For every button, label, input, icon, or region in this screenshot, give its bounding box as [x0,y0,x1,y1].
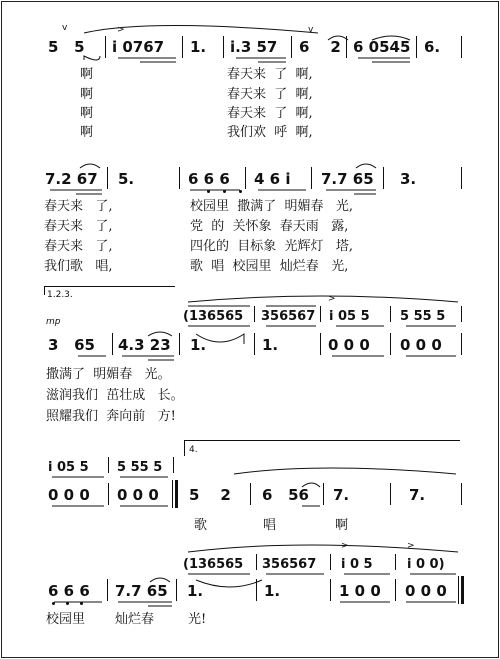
slur [302,483,320,487]
accent-mark: > [328,294,336,304]
accent-mark: > [407,541,415,551]
accent-mark: > [117,25,125,35]
tie [196,334,244,344]
lyric-verse-2: 春天来 了 啊, [227,87,313,102]
lyric: 校园里 [46,612,86,627]
lyric-verse-1: 春天来 了, [44,199,113,214]
measure-2-notes: i 0767 [112,38,165,56]
measure-6-notes: 0 0 0 [400,336,442,354]
lyric-verse-2: 春天来 了, [44,219,113,234]
lyric-verse-1: 啊 [80,67,94,82]
upper-measure-1: (136565 [183,309,244,324]
measure-1-notes: 6 6 6 [48,582,90,600]
upper-measure-2: 356567 [262,557,317,572]
measure-5-notes: 7.7 65 [321,170,374,188]
measure-3-notes: 5 2 [189,486,231,504]
measure-3-notes: 1. [190,38,207,56]
volta-label: 1.2.3. [47,290,73,300]
volta-label: 4. [189,445,198,455]
upper-measure-1: i 05 5 [48,460,89,475]
lyric: 灿烂春 [115,612,155,627]
lyric-verse-2: 党 的 关怀象 春天雨 露, [190,219,349,234]
slur [150,578,170,582]
upper-measure-1: (136565 [183,557,244,572]
measure-7-notes: 6. [424,38,441,56]
upper-measure-4: 5 55 5 [400,309,446,324]
measure-2-notes: 4.3 23 [118,336,171,354]
measure-1-notes: 0 0 0 [48,486,90,504]
measure-2-notes: 5. [118,170,135,188]
breath-mark: v [308,25,314,35]
measure-1-notes: 3 65 [48,336,95,354]
upper-measure-2: 356567 [261,309,316,324]
measure-4-notes: 1. [264,582,281,600]
tie [196,580,262,587]
slur [372,36,410,40]
lyric: 光! [188,612,207,627]
measure-4-notes: 4 6 i [254,170,291,188]
measure-2-notes: 0 0 0 [117,486,159,504]
slur [148,332,172,336]
measure-5-notes: 6 2 [299,38,341,56]
upper-measure-3: i 0 5 [341,557,373,572]
lyric-verse-1: 校园里 撒满了 明媚春 光, [190,199,354,214]
lyric-verse-2: 滋润我们 茁壮成 长。 [46,388,184,403]
lyric-verse-3: 春天来 了, [44,239,113,254]
tie [84,56,100,60]
upper-measure-3: i 05 5 [329,309,370,324]
lyric-verse-3: 四化的 目标象 光辉灯 塔, [190,239,354,254]
slur [188,296,458,302]
lyric: 啊 [335,518,349,533]
slur [188,545,458,552]
lyric-verse-2: 啊 [80,87,94,102]
measure-6-notes: 7. [409,486,426,504]
measure-4-notes: 1. [262,336,279,354]
measure-6-notes: 3. [400,170,417,188]
lyric: 歌 [194,518,208,533]
lyric-verse-1: 春天来 了 啊, [227,67,313,82]
measure-5-notes: 0 0 0 [328,336,370,354]
measure-4-notes: 6 56 [262,486,309,504]
upper-measure-4: i 0 0) [407,557,445,572]
lyric-verse-3: 春天来 了 啊, [227,106,313,121]
lyric-verse-4: 我们歌 唱, [44,259,113,274]
dynamic-mark: mp [46,317,61,327]
measure-5-notes: 1 0 0 [339,582,381,600]
slur [234,468,456,474]
slur [328,36,348,40]
measure-1-notes: 7.2 67 [45,170,98,188]
upper-measure-2: 5 55 5 [117,460,163,475]
measure-6-notes: 6 0545 [353,38,411,56]
lyric-verse-4: 歌 唱 校园里 灿烂春 光, [190,259,349,274]
slur [80,164,100,168]
measure-2-notes: 7.7 65 [115,582,168,600]
slur [356,164,376,168]
measure-6-notes: 0 0 0 [405,582,447,600]
measure-4-notes: i.3 57 [230,38,278,56]
lyric-verse-4: 我们欢 呼 啊, [227,125,313,140]
lyric-verse-3: 啊 [80,106,94,121]
measure-5-notes: 7. [333,486,350,504]
lyric-verse-4: 啊 [80,125,94,140]
measure-1-notes: 5 5 [48,38,85,56]
measure-3-notes: 1. [190,336,207,354]
lyric-verse-3: 照耀我们 奔向前 方! [46,409,176,424]
accent-mark: > [341,541,349,551]
breath-mark: v [62,23,68,33]
lyric: 唱 [263,518,277,533]
measure-3-notes: 6 6 6 [188,170,230,188]
measure-3-notes: 1. [187,582,204,600]
lyric-verse-1: 撒满了 明媚春 光。 [46,367,171,382]
slur [84,26,318,34]
